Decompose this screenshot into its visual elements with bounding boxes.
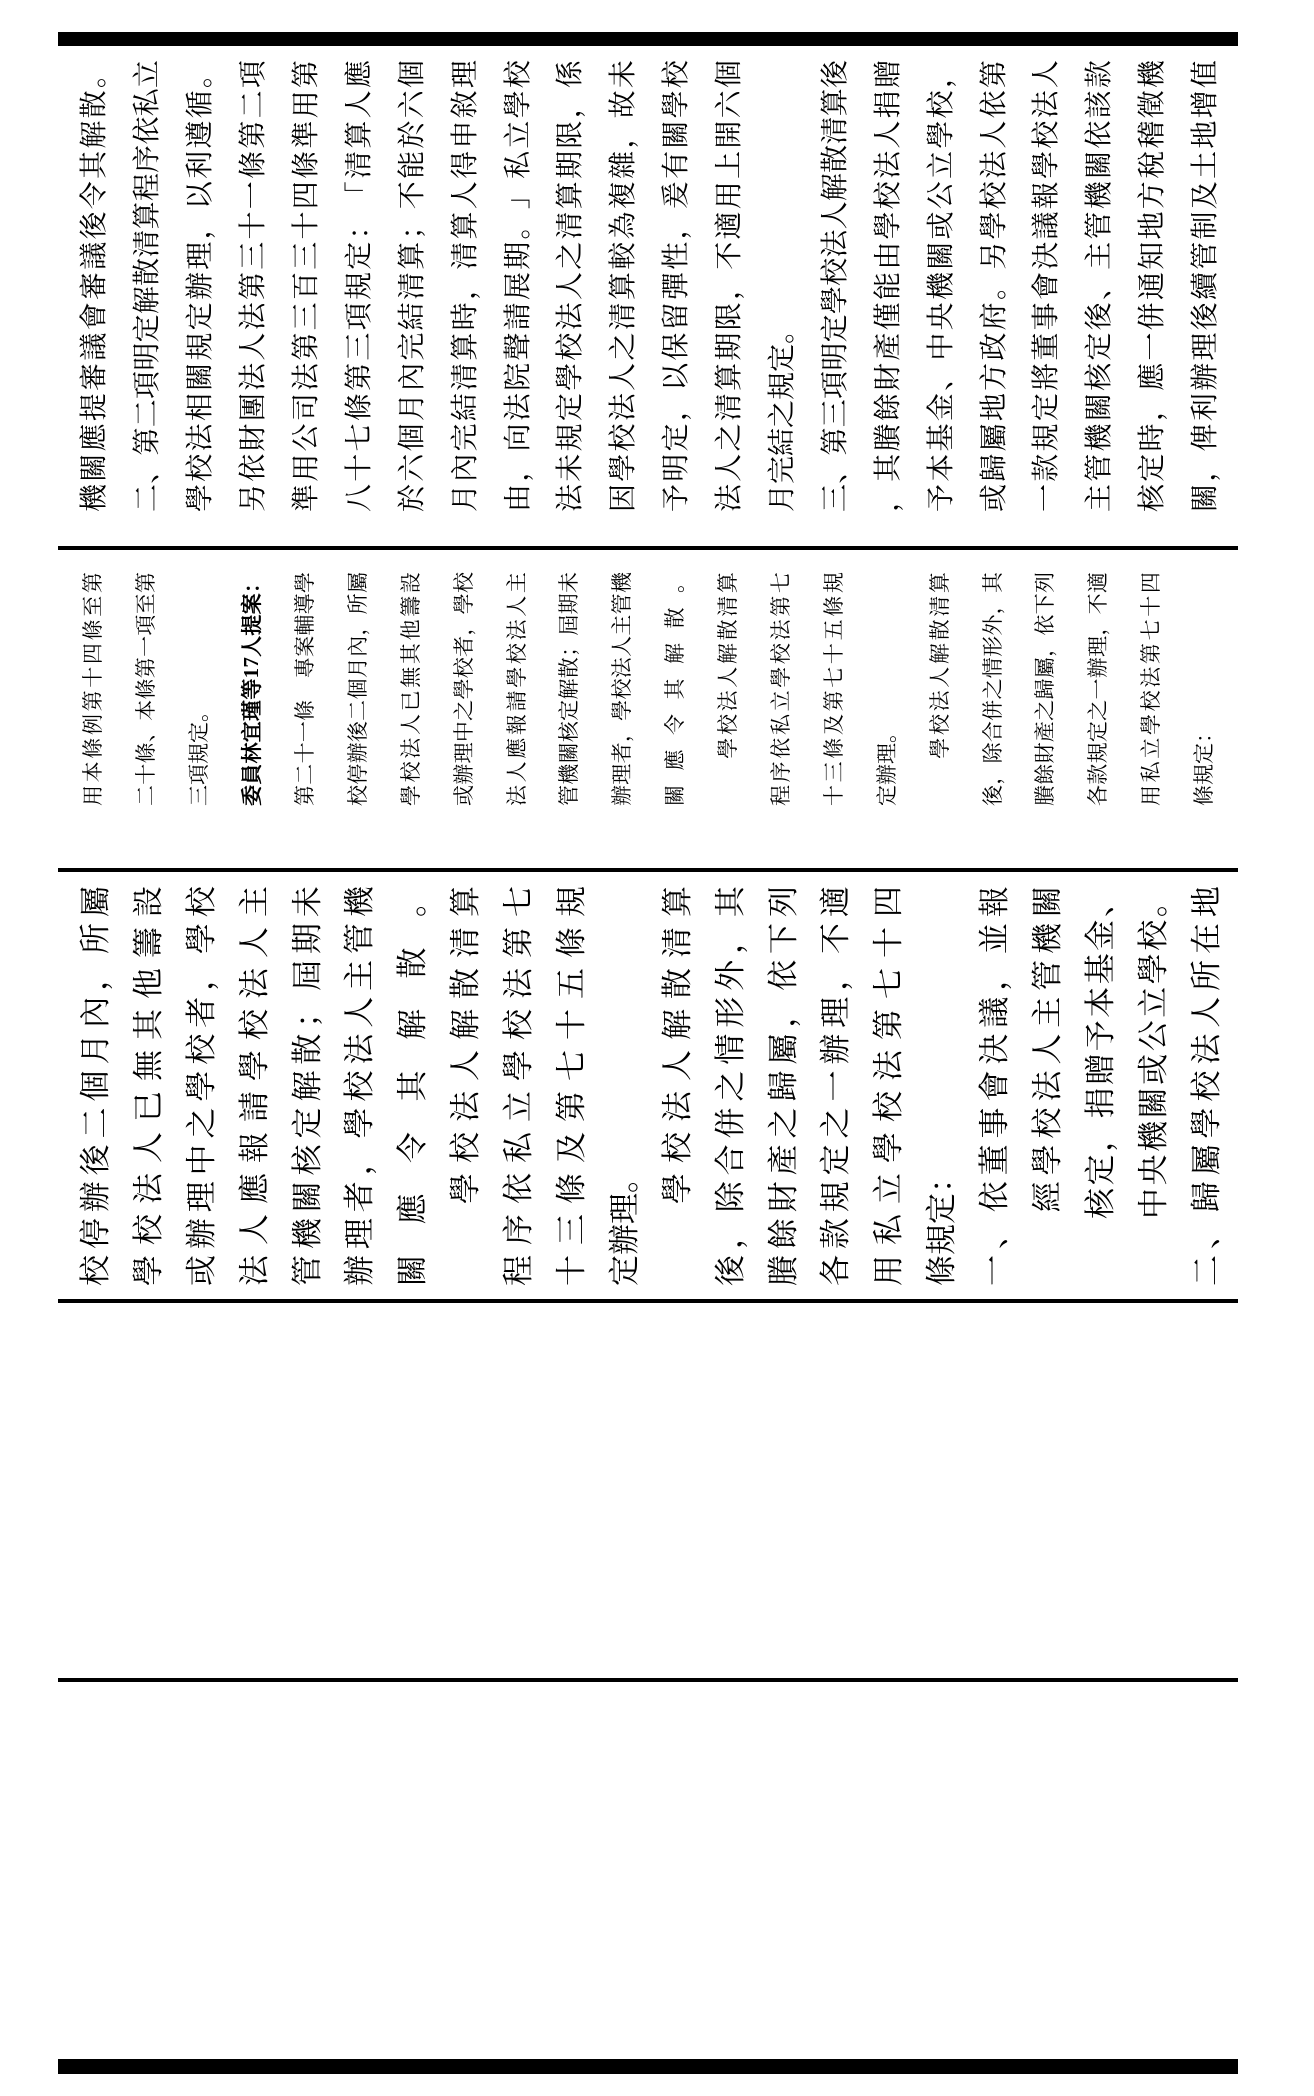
column-explanation-notes xyxy=(66,60,1230,512)
text-line: 法 人 應 報 請 學 校 法 人 主 xyxy=(236,886,272,1286)
text-line: 管 機 關 核 定 解 散 ； 屆 期 未 xyxy=(289,886,325,1286)
text-line: 學 校 法 人 已 無 其 他 籌 設 xyxy=(398,572,423,806)
text-line: 因 學 校 法 人 之 清 算 較 為 複 雜 ， 故 未 xyxy=(608,60,640,512)
text-line: 經 學 校 法 人 主 管 機 關 xyxy=(1029,886,1065,1213)
text-line: 條 規 定 ： xyxy=(924,1162,960,1286)
text-line: 三 、 第 三 項 明 定 學 校 法 人 解 散 清 算 後 xyxy=(819,60,851,512)
column-divider-1 xyxy=(58,546,1238,550)
text-line: 用 私 立 學 校 法 第 七 十 四 xyxy=(871,886,907,1286)
text-line: 法 未 規 定 學 校 法 人 之 清 算 期 限 ， 係 xyxy=(555,60,587,512)
text-line: 定 辦 理 。 xyxy=(874,722,899,806)
text-line: 法 人 應 報 請 學 校 法 人 主 xyxy=(504,572,529,806)
text-line: 程 序 依 私 立 學 校 法 第 七 xyxy=(501,886,537,1286)
text-line: 學 校 法 人 解 散 清 算 xyxy=(716,572,741,759)
text-line: 八 十 七 條 第 三 項 規 定 ： 「 清 算 人 應 xyxy=(343,60,375,512)
text-line: 校 停 辦 後 二 個 月 內 ， 所 屬 xyxy=(77,886,113,1286)
column-divider-3 xyxy=(58,1299,1238,1303)
text-line: 核 定 時 ， 應 一 併 通 知 地 方 稅 稽 徵 機 xyxy=(1137,60,1169,512)
table-border-right-thick xyxy=(58,32,1238,46)
text-line: 三 項 規 定 。 xyxy=(187,701,212,806)
column-committee-proposal xyxy=(66,572,1230,806)
text-line: 予 明 定 ， 以 保 留 彈 性 ， 爰 有 關 學 校 xyxy=(661,60,693,512)
text-line: 程 序 依 私 立 學 校 法 第 七 xyxy=(769,572,794,806)
text-line: 後 ， 除 合 併 之 情 形 外 ， 其 xyxy=(980,572,1005,806)
text-line: 或 歸 屬 地 方 政 府 。 另 學 校 法 人 依 第 xyxy=(978,60,1010,512)
text-line: 賸 餘 財 產 之 歸 屬 ， 依 下 列 xyxy=(765,886,801,1286)
text-line: 各 款 規 定 之 一 辦 理 ， 不 適 xyxy=(1086,572,1111,806)
text-line: 準 用 公 司 法 第 三 百 三 十 四 條 準 用 第 xyxy=(291,60,322,512)
text-line: 月 內 完 結 清 算 時 ， 清 算 人 得 申 敘 理 xyxy=(449,60,481,512)
text-line: 辦 理 者 ， 學 校 法 人 主 管 機 xyxy=(342,886,378,1286)
text-line: ， 其 賸 餘 財 產 僅 能 由 學 校 法 人 捐 贈 xyxy=(872,60,904,512)
text-line: 學 校 法 人 解 散 清 算 xyxy=(927,572,952,759)
text-line: 第 二 十 一 條 專 案 輔 導 學 xyxy=(293,572,317,806)
text-line: 由 ， 向 法 院 聲 請 展 期 。 」 私 立 學 校 xyxy=(502,60,534,512)
text-line: 學 校 法 人 解 散 清 算 xyxy=(448,886,484,1204)
text-line: 機 關 應 提 審 議 會 審 議 後 令 其 解 散 。 xyxy=(79,60,111,512)
column-divider-2 xyxy=(58,868,1238,872)
text-line: 校 停 辦 後 二 個 月 內 ， 所 屬 xyxy=(345,572,370,806)
text-line: 月 完 結 之 規 定 。 xyxy=(767,315,799,512)
text-line: 關 應 令 其 解 散 。 xyxy=(663,572,688,806)
text-line: 委 員 林 宜 瑾 等 1 7 人 提 案 ： xyxy=(238,572,265,806)
text-line: 或 辦 理 中 之 學 校 者 ， 學 校 xyxy=(183,886,219,1286)
text-line: 予 本 基 金 、 中 央 機 關 或 公 立 學 校 ， xyxy=(925,60,957,512)
text-line: 學 校 法 人 解 散 清 算 xyxy=(659,886,695,1204)
text-line: 於 六 個 月 內 完 結 清 算 ； 不 能 於 六 個 xyxy=(396,60,428,512)
text-line: 十 三 條 及 第 七 十 五 條 規 xyxy=(821,572,846,806)
column-divider-4 xyxy=(58,1678,1238,1682)
column-proposal-text xyxy=(66,886,1230,1286)
table-border-left-thick xyxy=(58,2059,1238,2074)
text-line: 定 辦 理 。 xyxy=(606,1162,642,1286)
text-line: 主 管 機 關 核 定 後 、 主 管 機 關 依 該 款 xyxy=(1084,60,1116,512)
text-line: 學 校 法 人 已 無 其 他 籌 設 xyxy=(130,886,166,1286)
text-line: 後 ， 除 合 併 之 情 形 外 ， 其 xyxy=(712,886,748,1286)
text-line: 關 應 令 其 解 散 。 xyxy=(395,886,431,1286)
text-line: 一 款 規 定 將 董 事 會 決 議 報 學 校 法 人 xyxy=(1031,60,1063,512)
text-line: 賸 餘 財 產 之 歸 屬 ， 依 下 列 xyxy=(1033,572,1058,806)
text-line: 法 人 之 清 算 期 限 ， 不 適 用 上 開 六 個 xyxy=(714,60,746,512)
text-line: 核 定 ， 捐 贈 予 本 基 金 、 xyxy=(1082,886,1118,1219)
text-line: 中 央 機 關 或 公 立 學 校 。 xyxy=(1135,886,1171,1219)
text-line: 十 三 條 及 第 七 十 五 條 規 xyxy=(553,886,589,1286)
text-line: 各 款 規 定 之 一 辦 理 ， 不 適 xyxy=(818,886,854,1286)
text-line: 關 ， 俾 利 辦 理 後 續 管 制 及 土 地 增 值 xyxy=(1190,60,1222,512)
text-line: 用 本 條 例 第 十 四 條 至 第 xyxy=(81,572,106,806)
text-line: 管 機 關 核 定 解 散 ； 屆 期 未 xyxy=(557,572,582,806)
text-line: 二 十 條 、 本 條 第 一 項 至 第 xyxy=(134,572,159,806)
text-line: 另 依 財 團 法 人 法 第 三 十 一 條 第 二 項 xyxy=(238,60,270,512)
text-line: 用 私 立 學 校 法 第 七 十 四 xyxy=(1139,572,1164,806)
text-line: 或 辦 理 中 之 學 校 者 ， 學 校 xyxy=(451,572,476,806)
text-line: 條 規 定 ： xyxy=(1192,722,1217,806)
text-line: 二 、 第 二 項 明 定 解 散 清 算 程 序 依 私 立 xyxy=(132,60,164,512)
text-line: 一 、 依 董 事 會 決 議 ， 並 報 xyxy=(977,886,1013,1286)
text-line: 辦 理 者 ， 學 校 法 人 主 管 機 xyxy=(610,572,635,806)
text-line: 二 、 歸 屬 學 校 法 人 所 在 地 xyxy=(1188,886,1224,1286)
text-line: 學 校 法 相 關 規 定 辦 理 ， 以 利 遵 循 。 xyxy=(185,60,217,512)
